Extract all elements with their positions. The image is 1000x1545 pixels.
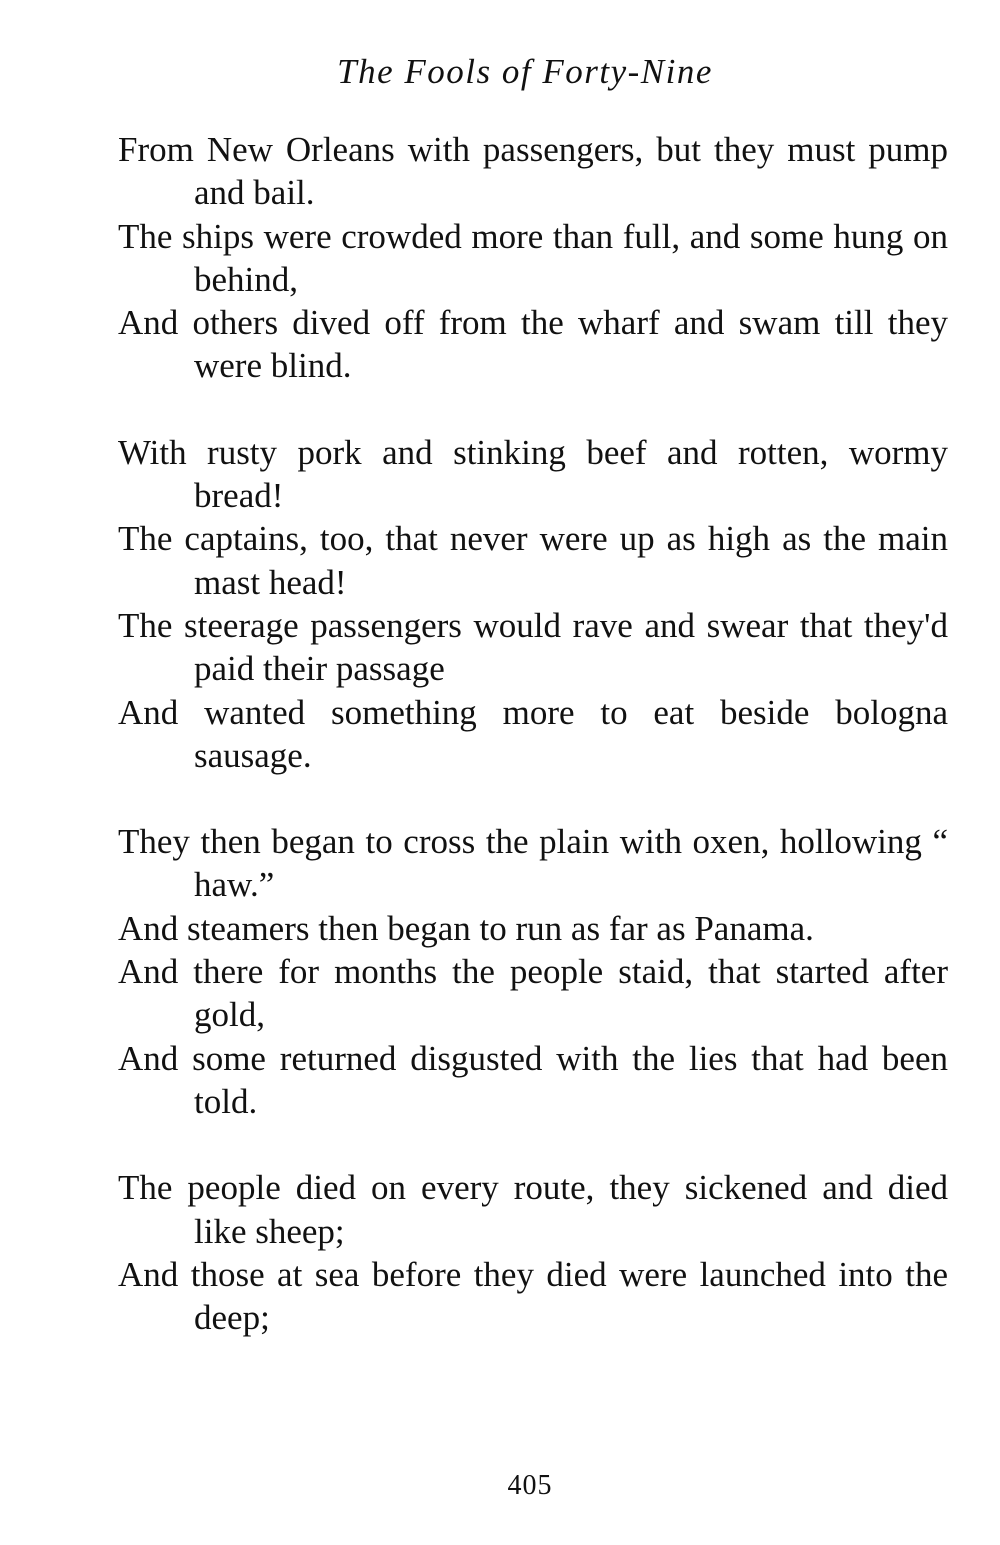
poem-body [118,128,948,1382]
stanza [118,431,948,777]
verse-line: And steamers then began to run as far as Panama. [118,908,814,948]
verse-line: And some returned disgusted with the lies that had been told. [118,1038,948,1121]
verse-line: And those at sea before they died were launched into the deep; [118,1254,948,1338]
stanza [118,1166,948,1339]
verse-line: The people died on every route, they sickened and died like sheep; [118,1168,948,1251]
verse-line: They then began to cross the plain with oxen, hollowing “ haw.” [118,822,948,905]
verse-line: The steerage passengers would rave and swear that they'd paid their passage [118,605,948,689]
stanza [118,820,948,1123]
verse-line: From New Orleans with passengers, but they must pump and bail. [118,130,948,213]
verse-line: With rusty pork and stinking beef and rotten, wormy bread! [118,432,948,516]
verse-line: And there for months the people staid, that started after gold, [118,952,948,1035]
verse-line: The captains, too, that never were up as high as the main mast head! [118,519,948,602]
verse-line: The ships were crowded more than full, and some hung on behind, [118,216,948,299]
verse-line: And wanted something more to eat beside bologna sausage. [118,692,948,775]
stanza [118,128,948,388]
page-number: 405 [507,1470,553,1501]
verse-line: And others dived off from the wharf and swam till they were blind. [118,303,948,386]
running-head: The Fools of Forty-Nine [337,52,713,91]
